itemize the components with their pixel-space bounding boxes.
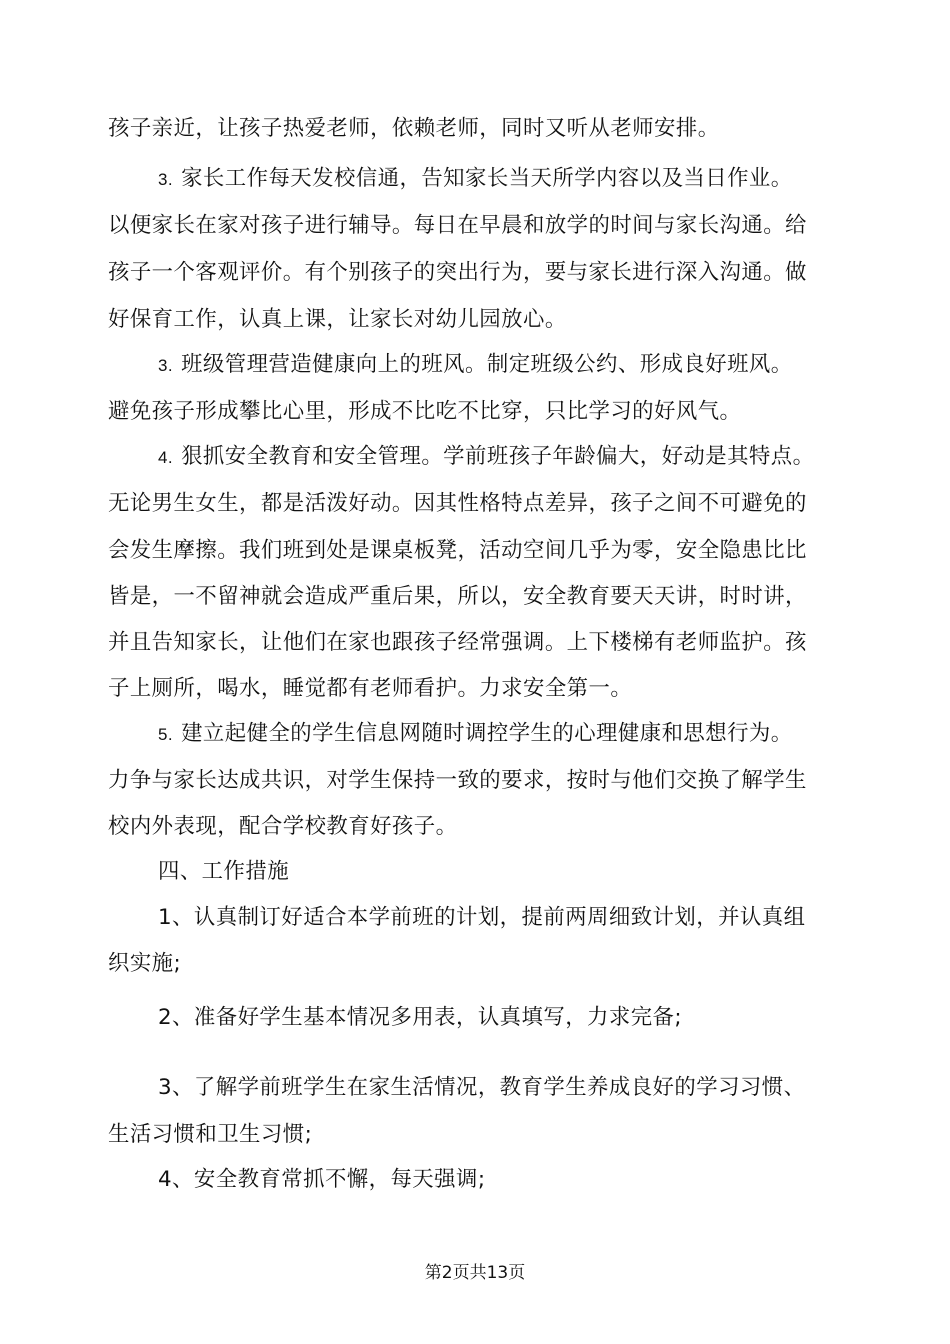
paragraph-line: 力争与家长达成共识，对学生保持一致的要求，按时与他们交换了解学生 [108, 768, 807, 793]
list-number: 3. [158, 170, 174, 189]
list-item-3a [158, 164, 848, 195]
paragraph-line: 避免孩子形成攀比心里，形成不比吃不比穿，只比学习的好风气。 [108, 399, 742, 424]
paragraph-line: 校内外表现，配合学校教育好孩子。 [108, 814, 458, 839]
measure-item-1: 1、认真制订好适合本学前班的计划，提前两周细致计划，并认真组 [158, 905, 806, 930]
paragraph-line: 孩子一个客观评价。有个别孩子的突出行为，要与家长进行深入沟通。做 [108, 260, 807, 285]
paragraph-line: 生活习惯和卫生习惯; [108, 1122, 313, 1147]
list-item-5 [158, 719, 848, 750]
paragraph-line: 会发生摩擦。我们班到处是课桌板凳，活动空间几乎为零，安全隐患比比 [108, 538, 807, 563]
list-number: 4. [158, 448, 174, 467]
list-item-3b [158, 350, 848, 381]
list-item-4 [158, 442, 848, 473]
paragraph-line: 皆是，一不留神就会造成严重后果，所以，安全教育要天天讲，时时讲， [108, 584, 807, 609]
paragraph-line: 孩子亲近，让孩子热爱老师，依赖老师，同时又听从老师安排。 [108, 116, 720, 141]
list-item-text: 狠抓安全教育和安全管理。学前班孩子年龄偏大，好动是其特点。 [181, 444, 815, 469]
section-heading: 四、工作措施 [158, 859, 290, 884]
list-number: 3. [158, 356, 174, 375]
paragraph-line: 并且告知家长，让他们在家也跟孩子经常强调。上下楼梯有老师监护。孩 [108, 630, 807, 655]
list-item-text: 家长工作每天发校信通，告知家长当天所学内容以及当日作业。 [181, 166, 793, 191]
measure-item-2: 2、准备好学生基本情况多用表，认真填写，力求完备; [158, 1005, 683, 1030]
list-item-text: 建立起健全的学生信息网随时调控学生的心理健康和思想行为。 [181, 721, 793, 746]
paragraph-line: 子上厕所，喝水，睡觉都有老师看护。力求安全第一。 [108, 676, 633, 701]
paragraph-line: 织实施; [108, 951, 182, 976]
paragraph-line: 好保育工作，认真上课，让家长对幼儿园放心。 [108, 307, 567, 332]
page-number-footer: 第2页共13页 [424, 1263, 526, 1283]
list-number: 5. [158, 725, 174, 744]
paragraph-line: 以便家长在家对孩子进行辅导。每日在早晨和放学的时间与家长沟通。给 [108, 213, 807, 238]
paragraph-line: 无论男生女生，都是活泼好动。因其性格特点差异，孩子之间不可避免的 [108, 491, 807, 516]
measure-item-3: 3、了解学前班学生在家生活情况，教育学生养成良好的学习习惯、 [158, 1075, 806, 1100]
list-item-text: 班级管理营造健康向上的班风。制定班级公约、形成良好班风。 [181, 352, 793, 377]
measure-item-4: 4、安全教育常抓不懈，每天强调; [158, 1167, 486, 1192]
